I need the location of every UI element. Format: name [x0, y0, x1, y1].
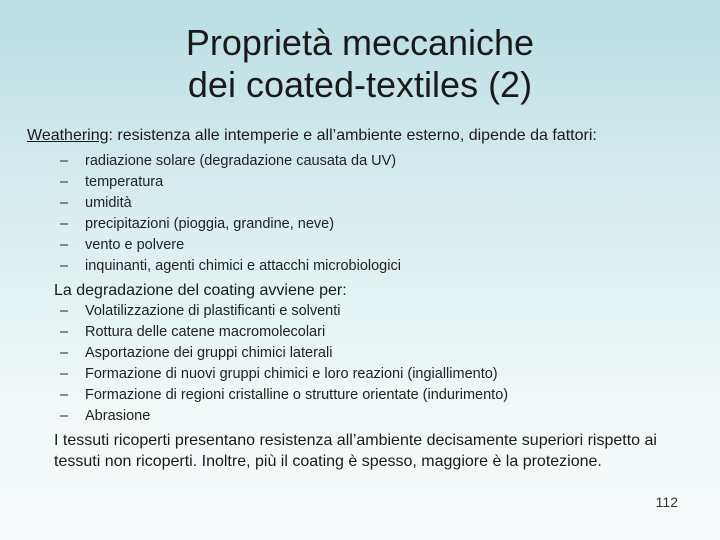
list-item: – Volatilizzazione di plastificanti e solventi	[60, 301, 508, 322]
list-item: – Asportazione dei gruppi chimici laterali	[60, 343, 508, 364]
degradation-causes-list	[60, 301, 508, 427]
list-item: – Abrasione	[60, 406, 508, 427]
weathering-intro	[27, 126, 707, 146]
weathering-definition: : resistenza alle intemperie e all’ambiente esterno, dipende da fattori:	[108, 127, 597, 144]
list-item: – Formazione di nuovi gruppi chimici e loro reazioni (ingiallimento)	[60, 364, 508, 385]
page-number: 112	[655, 494, 678, 510]
closing-paragraph: I tessuti ricoperti presentano resistenza all’ambiente decisamente superiori rispetto ai tessuti non ricoperti. Inoltre, più il coating è spesso, maggiore è la protezione.	[54, 432, 657, 470]
degradation-heading: La degradazione del coating avviene per:	[54, 282, 347, 299]
list-item: – Formazione di regioni cristalline o strutture orientate (indurimento)	[60, 385, 508, 406]
list-item: – radiazione solare (degradazione causata da UV)	[60, 151, 401, 172]
slide-title-line-2: dei coated-textiles (2)	[187, 64, 533, 105]
list-item: – umidità	[60, 193, 401, 214]
slide-title	[0, 22, 720, 106]
list-item: – precipitazioni (pioggia, grandine, neve)	[60, 214, 401, 235]
weathering-factors-list	[60, 151, 401, 277]
list-item: – inquinanti, agenti chimici e attacchi microbiologici	[60, 256, 401, 277]
slide-title-line-1: Proprietà meccaniche	[185, 22, 535, 63]
weathering-term: Weathering	[27, 127, 109, 144]
list-item: – temperatura	[60, 172, 401, 193]
list-item: – vento e polvere	[60, 235, 401, 256]
list-item: – Rottura delle catene macromolecolari	[60, 322, 508, 343]
